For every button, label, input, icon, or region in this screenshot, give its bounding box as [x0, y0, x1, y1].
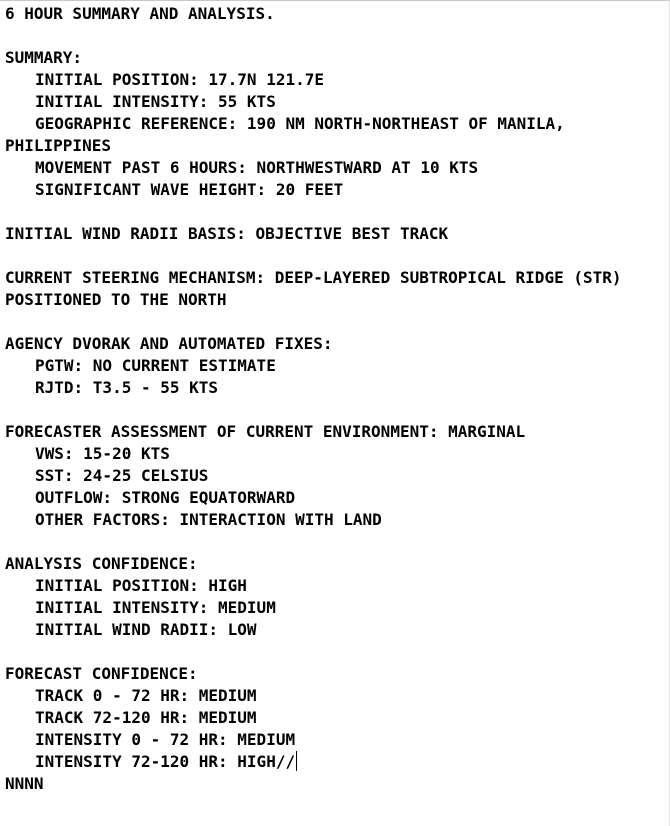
forecast-confidence-intensity-72-120-line — [5, 751, 665, 773]
summary-geo-reference-continued: PHILIPPINES — [5, 136, 111, 155]
analysis-confidence-position: INITIAL POSITION: HIGH — [35, 576, 247, 595]
dvorak-pgtw: PGTW: NO CURRENT ESTIMATE — [35, 356, 276, 375]
environment-heading: FORECASTER ASSESSMENT OF CURRENT ENVIRONMENT: MARGINAL — [5, 422, 526, 441]
analysis-confidence-wind-radii: INITIAL WIND RADII: LOW — [35, 620, 257, 639]
blank-line — [5, 641, 665, 663]
dvorak-heading: AGENCY DVORAK AND AUTOMATED FIXES: — [5, 334, 333, 353]
wind-radii-basis: INITIAL WIND RADII BASIS: OBJECTIVE BEST TRACK — [5, 224, 449, 243]
blank-line — [5, 311, 665, 333]
steering-mechanism: CURRENT STEERING MECHANISM: DEEP-LAYERED SUBTROPICAL RIDGE (STR) — [5, 268, 622, 287]
forecast-confidence-heading: FORECAST CONFIDENCE: — [5, 664, 198, 683]
blank-line — [5, 245, 665, 267]
text-cursor — [296, 751, 297, 771]
top-border — [0, 0, 670, 1]
blank-line — [5, 25, 665, 47]
summary-initial-intensity: INITIAL INTENSITY: 55 KTS — [35, 92, 276, 111]
environment-other-factors: OTHER FACTORS: INTERACTION WITH LAND — [35, 510, 382, 529]
summary-wave-height: SIGNIFICANT WAVE HEIGHT: 20 FEET — [35, 180, 344, 199]
text-document[interactable] — [5, 3, 665, 795]
forecast-confidence-intensity-72-120: INTENSITY 72-120 HR: HIGH// — [35, 752, 296, 771]
dvorak-rjtd: RJTD: T3.5 - 55 KTS — [35, 378, 219, 397]
steering-mechanism-continued: POSITIONED TO THE NORTH — [5, 290, 227, 309]
analysis-confidence-heading: ANALYSIS CONFIDENCE: — [5, 554, 198, 573]
document-footer: NNNN — [5, 774, 44, 793]
blank-line — [5, 531, 665, 553]
environment-sst: SST: 24-25 CELSIUS — [35, 466, 209, 485]
forecast-confidence-track-0-72: TRACK 0 - 72 HR: MEDIUM — [35, 686, 257, 705]
summary-geo-reference: GEOGRAPHIC REFERENCE: 190 NM NORTH-NORTHEAST OF MANILA, — [35, 114, 565, 133]
environment-outflow: OUTFLOW: STRONG EQUATORWARD — [35, 488, 296, 507]
document-header: 6 HOUR SUMMARY AND ANALYSIS. — [5, 4, 275, 23]
analysis-confidence-intensity: INITIAL INTENSITY: MEDIUM — [35, 598, 276, 617]
blank-line — [5, 201, 665, 223]
environment-vws: VWS: 15-20 KTS — [35, 444, 170, 463]
forecast-confidence-track-72-120: TRACK 72-120 HR: MEDIUM — [35, 708, 257, 727]
forecast-confidence-intensity-0-72: INTENSITY 0 - 72 HR: MEDIUM — [35, 730, 296, 749]
blank-line — [5, 399, 665, 421]
summary-heading: SUMMARY: — [5, 48, 83, 67]
summary-movement: MOVEMENT PAST 6 HOURS: NORTHWESTWARD AT 10 KTS — [35, 158, 479, 177]
summary-initial-position: INITIAL POSITION: 17.7N 121.7E — [35, 70, 324, 89]
